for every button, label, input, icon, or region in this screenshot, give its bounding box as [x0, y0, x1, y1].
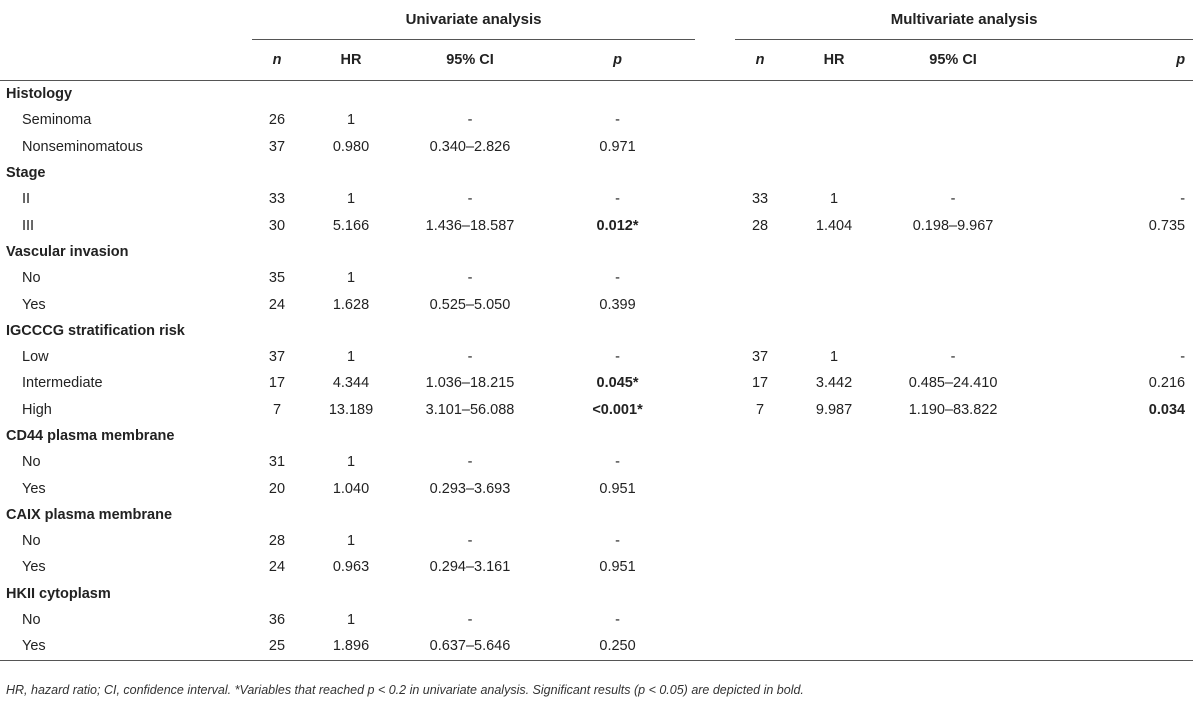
u-ci: 1.436–18.587 [425, 217, 515, 234]
u-p: 0.951 [599, 559, 636, 576]
row-label: High [22, 401, 52, 418]
row-label: No [22, 270, 41, 287]
category-label: Histology [6, 86, 73, 103]
analysis-group-header [0, 0, 1193, 40]
category-row [0, 160, 1193, 186]
m-hr [785, 475, 883, 501]
table-row [0, 291, 1193, 317]
u-ci: - [467, 349, 473, 366]
m-ci [883, 554, 1023, 580]
col-header-m-p: p [1023, 40, 1193, 81]
row-label: Seminoma [22, 112, 92, 129]
u-n: 7 [272, 401, 282, 418]
m-ci: - [950, 191, 956, 208]
table-row [0, 265, 1193, 291]
table-row [0, 397, 1193, 423]
u-hr: 1 [346, 112, 356, 129]
table-row [0, 607, 1193, 633]
u-ci: - [467, 612, 473, 629]
row-label: Yes [22, 296, 46, 313]
u-p: - [615, 191, 620, 208]
u-n: 26 [268, 112, 286, 129]
column-header-row [0, 40, 1193, 81]
m-p [1023, 633, 1193, 660]
u-n: 24 [268, 559, 286, 576]
row-label: No [22, 612, 41, 629]
u-hr: 1 [346, 533, 356, 550]
category-row [0, 581, 1193, 607]
table-row [0, 212, 1193, 238]
m-ci [883, 107, 1023, 133]
u-ci: - [467, 191, 473, 208]
col-header-u-n: n [252, 40, 302, 81]
u-p: 0.399 [599, 296, 636, 313]
col-header-m-hr: HR [785, 40, 883, 81]
m-n: 28 [751, 217, 769, 234]
m-hr [785, 528, 883, 554]
u-ci: 0.294–3.161 [429, 559, 511, 576]
m-p: 0.735 [1148, 217, 1186, 234]
table-row [0, 107, 1193, 133]
m-ci [883, 291, 1023, 317]
m-p: - [1180, 349, 1186, 366]
u-n: 17 [268, 375, 286, 392]
table-body [0, 81, 1193, 661]
table-footnote: HR, hazard ratio; CI, confidence interval. *Variables that reached p < 0.2 in univariate analysis. Significant results (p < 0.05) are depicted in bold. [6, 683, 804, 697]
m-p [1023, 475, 1193, 501]
category-row [0, 502, 1193, 528]
u-hr: 0.980 [332, 138, 370, 155]
m-hr: 1.404 [815, 217, 853, 234]
row-label: Yes [22, 480, 46, 497]
m-hr [785, 633, 883, 660]
table-row [0, 528, 1193, 554]
m-n: 37 [751, 349, 769, 366]
row-label: II [22, 191, 31, 208]
m-ci: 0.198–9.967 [912, 217, 994, 234]
u-hr: 1 [346, 612, 356, 629]
m-n: 17 [751, 375, 769, 392]
u-hr: 1 [346, 454, 356, 471]
m-n [735, 607, 785, 633]
m-ci [883, 528, 1023, 554]
u-hr: 5.166 [332, 217, 370, 234]
m-p [1023, 265, 1193, 291]
m-p: - [1180, 191, 1186, 208]
m-n [735, 528, 785, 554]
u-p: 0.045* [596, 375, 639, 392]
u-ci: - [467, 454, 473, 471]
m-ci [883, 475, 1023, 501]
row-label: No [22, 533, 41, 550]
m-n: 33 [751, 191, 769, 208]
m-hr [785, 554, 883, 580]
m-p [1023, 107, 1193, 133]
u-n: 37 [268, 349, 286, 366]
u-p: 0.250 [540, 633, 695, 660]
m-n [735, 107, 785, 133]
col-header-u-p: p [540, 40, 695, 81]
m-n [735, 134, 785, 160]
category-row [0, 81, 1193, 108]
row-label: Nonseminomatous [22, 138, 143, 155]
m-ci [883, 633, 1023, 660]
u-n: 28 [268, 533, 286, 550]
table-row [0, 449, 1193, 475]
u-hr: 1 [346, 349, 356, 366]
col-header-m-ci: 95% CI [883, 40, 1023, 81]
m-n [735, 475, 785, 501]
m-hr [785, 291, 883, 317]
m-p: 0.216 [1148, 375, 1186, 392]
u-p: - [615, 612, 620, 629]
u-ci: 3.101–56.088 [425, 401, 515, 418]
m-n [735, 291, 785, 317]
m-p [1023, 134, 1193, 160]
u-n: 31 [268, 454, 286, 471]
m-hr [785, 134, 883, 160]
m-ci [883, 265, 1023, 291]
category-label: HKII cytoplasm [6, 585, 111, 602]
m-hr [785, 449, 883, 475]
u-ci: - [467, 270, 473, 287]
category-row [0, 423, 1193, 449]
u-p: - [615, 112, 620, 129]
table-row [0, 370, 1193, 396]
u-p: - [615, 270, 620, 287]
m-p: 0.034 [1148, 401, 1186, 418]
u-p: <0.001* [592, 401, 643, 418]
u-n: 24 [268, 296, 286, 313]
u-p: - [615, 454, 620, 471]
col-header-u-hr: HR [302, 40, 400, 81]
u-p: - [615, 349, 620, 366]
category-label: Vascular invasion [6, 243, 129, 260]
u-hr: 4.344 [332, 375, 370, 392]
row-label: No [22, 454, 41, 471]
m-hr [785, 265, 883, 291]
m-n: 7 [756, 401, 765, 418]
category-label: IGCCCG stratification risk [6, 322, 185, 339]
u-ci: 0.293–3.693 [429, 480, 511, 497]
table-row [0, 186, 1193, 212]
u-hr: 13.189 [328, 401, 374, 418]
u-hr: 1.628 [332, 296, 370, 313]
category-label: CD44 plasma membrane [6, 428, 175, 444]
table-row [0, 475, 1193, 501]
m-hr: 1 [830, 191, 839, 208]
m-n [735, 633, 785, 660]
u-n: 35 [268, 270, 286, 287]
u-p: - [615, 533, 620, 550]
u-ci: 1.036–18.215 [425, 375, 515, 392]
u-hr: 0.963 [332, 559, 370, 576]
category-label: Stage [6, 165, 46, 182]
u-ci: 0.340–2.826 [429, 138, 511, 155]
table-row [0, 554, 1193, 580]
m-ci: 0.485–24.410 [908, 375, 998, 392]
m-ci: 1.190–83.822 [908, 401, 998, 418]
u-p: 0.012* [596, 217, 639, 234]
row-label: Intermediate [22, 375, 103, 392]
m-p [1023, 528, 1193, 554]
row-label: Yes [0, 633, 252, 660]
u-ci: - [467, 533, 473, 550]
u-n: 36 [268, 612, 286, 629]
u-hr: 1 [346, 270, 356, 287]
u-p: 0.951 [599, 480, 636, 497]
row-label: III [22, 217, 35, 234]
m-ci [883, 449, 1023, 475]
table-row [0, 344, 1193, 370]
u-ci: - [467, 112, 473, 129]
u-n: 33 [268, 191, 286, 208]
m-hr: 1 [830, 349, 839, 366]
m-n [735, 449, 785, 475]
u-hr: 1 [346, 191, 356, 208]
m-ci: - [950, 349, 956, 366]
u-ci: 0.637–5.646 [400, 633, 540, 660]
category-label: CAIX plasma membrane [6, 506, 173, 523]
table-row [0, 633, 1193, 660]
row-label: Yes [22, 559, 46, 576]
u-hr: 1.896 [302, 633, 400, 660]
multivariate-title: Multivariate analysis [735, 0, 1193, 40]
category-row [0, 239, 1193, 265]
m-n [735, 554, 785, 580]
m-p [1023, 607, 1193, 633]
u-n: 37 [268, 138, 286, 155]
col-header-u-ci: 95% CI [400, 40, 540, 81]
table-row [0, 134, 1193, 160]
m-ci [883, 134, 1023, 160]
u-n: 20 [268, 480, 286, 497]
m-hr [785, 107, 883, 133]
univariate-title: Univariate analysis [252, 0, 695, 40]
u-hr: 1.040 [332, 480, 370, 497]
u-n: 30 [268, 217, 286, 234]
category-row [0, 318, 1193, 344]
m-n [735, 265, 785, 291]
m-hr: 3.442 [815, 375, 853, 392]
m-ci [883, 607, 1023, 633]
u-p: 0.971 [599, 138, 636, 155]
m-p [1023, 554, 1193, 580]
u-n: 25 [252, 633, 302, 660]
u-ci: 0.525–5.050 [429, 296, 511, 313]
m-hr: 9.987 [815, 401, 853, 418]
row-label: Low [22, 349, 49, 366]
m-p [1023, 291, 1193, 317]
m-hr [785, 607, 883, 633]
col-header-m-n: n [735, 40, 785, 81]
m-p [1023, 449, 1193, 475]
